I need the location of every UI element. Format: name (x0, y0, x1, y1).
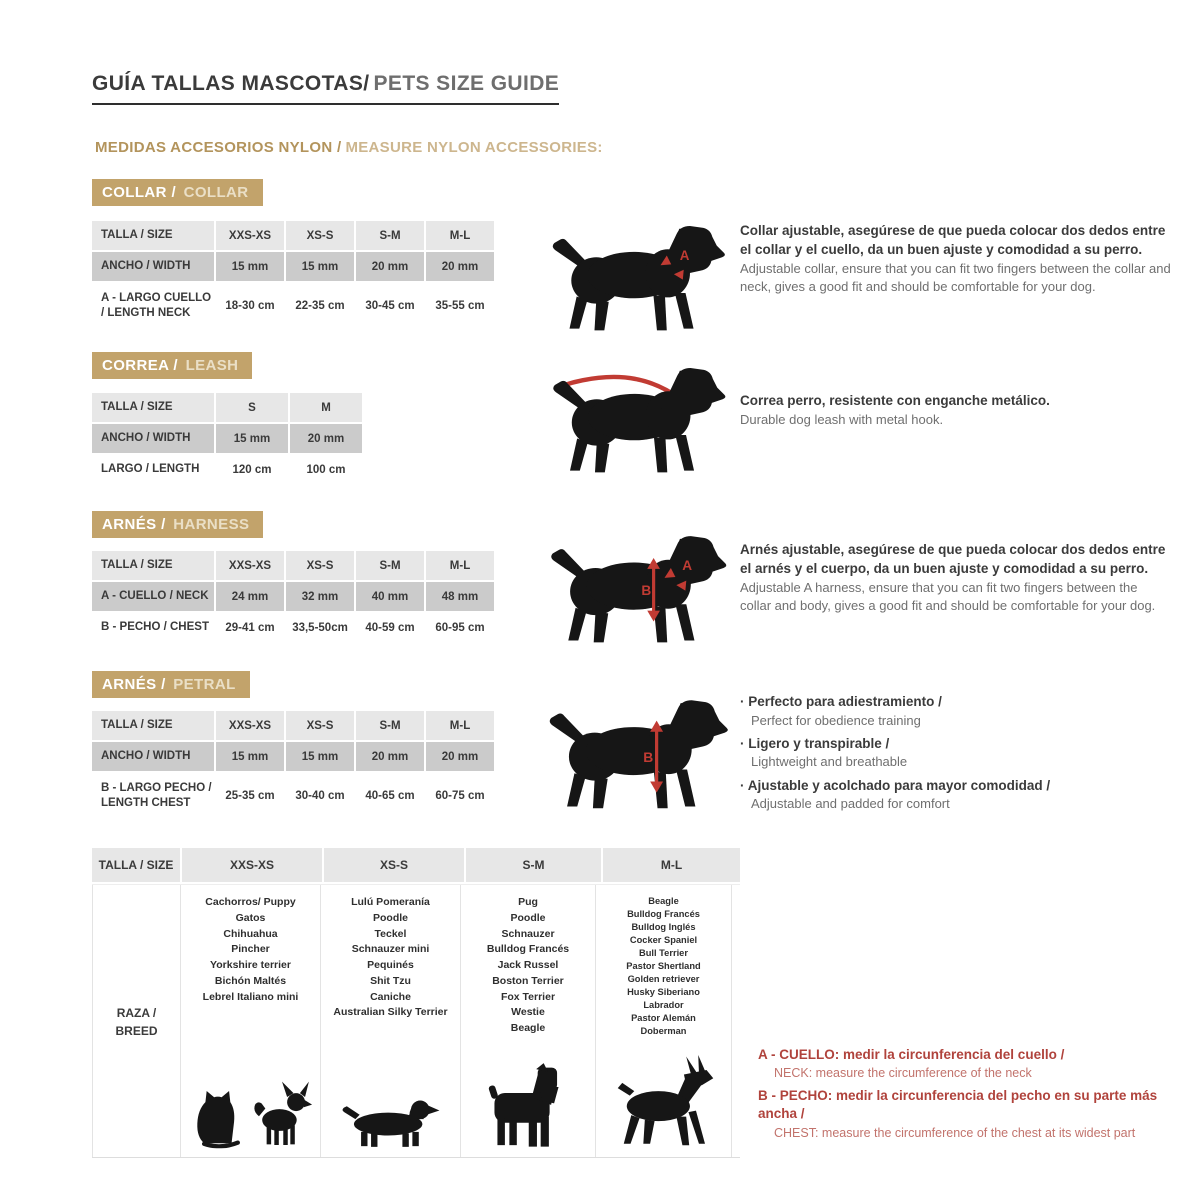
table-row (92, 551, 494, 580)
petral-dog-illustration (540, 692, 740, 812)
table-cell: 100 cm (290, 455, 362, 484)
collar-description (740, 222, 1172, 297)
breed-table-body (92, 884, 740, 1158)
table-cell: 120 cm (216, 455, 288, 484)
table-cell: 40-65 cm (356, 773, 424, 818)
svg-text:B: B (643, 749, 654, 766)
petral-features-list (740, 692, 1172, 817)
dog-silhouette (553, 368, 725, 472)
dog-silhouette (550, 700, 728, 808)
breed-item: Beagle (510, 1022, 546, 1034)
breed-item: Boston Terrier (492, 974, 564, 987)
breed-item: Doberman (640, 1026, 687, 1037)
collar-dog-illustration (540, 218, 740, 334)
collar-badge-es: COLLAR / (102, 184, 177, 201)
page-title-en: PETS SIZE GUIDE (373, 72, 560, 95)
breed-row-label (92, 885, 180, 1157)
breed-silhouettes (487, 1063, 569, 1149)
table-cell: 40 mm (356, 582, 424, 611)
table-cell: 18-30 cm (216, 283, 284, 328)
breed-item: Yorkshire terrier (210, 959, 291, 971)
leash-description-es: Correa perro, resistente con enganche metálico. (740, 393, 1050, 408)
breed-item: Australian Silky Terrier (333, 1006, 448, 1019)
note-chest-en: CHEST: measure the circumference of the chest at its widest part (774, 1125, 1136, 1140)
table-cell: 20 mm (356, 252, 424, 281)
harness-size-table (92, 551, 494, 644)
harness-description (740, 541, 1172, 616)
table-row (92, 252, 494, 281)
page-title (92, 72, 559, 105)
feature-es: · Ligero y transpirable / (740, 734, 1172, 754)
leash-description-en: Durable dog leash with metal hook. (740, 411, 944, 427)
table-cell: ANCHO / WIDTH (92, 424, 214, 453)
table-header-cell: M-L (426, 711, 494, 740)
table-header-cell: TALLA / SIZE (92, 711, 214, 740)
note-chest-es: B - PECHO: medir la circunferencia del pecho en su parte más ancha / (758, 1088, 1158, 1122)
leash-description (740, 392, 1172, 429)
doberman-silhouette (613, 1055, 715, 1149)
harness-dog-illustration (540, 528, 740, 646)
note-neck-en: NECK: measure the circumference of the neck (774, 1066, 1032, 1081)
table-row (92, 424, 362, 453)
page-subtitle-es: MEDIDAS ACCESORIOS NYLON / (95, 139, 342, 156)
table-cell: 35-55 cm (426, 283, 494, 328)
breed-row-label-line1: RAZA / (116, 1006, 157, 1020)
table-row (92, 711, 494, 740)
svg-text:A: A (679, 247, 690, 263)
table-cell: 15 mm (216, 742, 284, 771)
table-header-cell: XS-S (286, 551, 354, 580)
dog-silhouette (553, 226, 725, 330)
table-header-cell: S-M (466, 848, 601, 882)
page-title-es: GUÍA TALLAS MASCOTAS/ (92, 72, 370, 95)
table-header-cell: XS-S (286, 221, 354, 250)
breed-item: Bulldog Inglés (631, 922, 696, 933)
table-header-cell: TALLA / SIZE (92, 848, 180, 882)
table-header-cell: S-M (356, 221, 424, 250)
leash-badge-es: CORREA / (102, 357, 178, 374)
breed-item: Lulú Pomeranía (351, 896, 430, 908)
breed-list (626, 895, 700, 1038)
breed-item: Jack Russel (497, 959, 559, 971)
feature-en: Adjustable and padded for comfort (751, 796, 950, 812)
schnauzer-silhouette (487, 1063, 569, 1149)
table-cell: 15 mm (216, 424, 288, 453)
breed-silhouettes (341, 1092, 441, 1149)
table-row (92, 455, 362, 484)
breed-item: Cachorros/ Puppy (205, 896, 296, 908)
table-cell: 32 mm (286, 582, 354, 611)
table-row (92, 742, 494, 771)
table-cell: 30-45 cm (356, 283, 424, 328)
table-header-cell: S-M (356, 711, 424, 740)
feature-en: Lightweight and breathable (751, 754, 908, 770)
harness-badge-en: HARNESS (173, 516, 250, 533)
table-header-cell: XXS-XS (216, 221, 284, 250)
breed-list (333, 895, 447, 1021)
petral-badge (92, 671, 250, 698)
table-cell: 24 mm (216, 582, 284, 611)
dachshund-silhouette (341, 1092, 441, 1149)
table-cell: 15 mm (216, 252, 284, 281)
chihuahua-silhouette (250, 1077, 314, 1149)
svg-text:B: B (641, 583, 652, 599)
table-cell: 40-59 cm (356, 613, 424, 642)
breed-table-header (92, 848, 740, 882)
table-cell: 33,5-50cm (286, 613, 354, 642)
table-row (92, 393, 362, 422)
breed-item: Bulldog Francés (486, 943, 570, 956)
breed-item: Westie (511, 1006, 545, 1019)
table-cell: B - LARGO PECHO / LENGTH CHEST (92, 773, 214, 818)
breed-item: Bichón Maltés (214, 974, 287, 987)
table-cell: 20 mm (290, 424, 362, 453)
table-header-cell: XXS-XS (182, 848, 322, 882)
table-row (92, 221, 494, 250)
petral-size-table (92, 711, 494, 820)
table-row (92, 773, 494, 818)
table-cell: 29-41 cm (216, 613, 284, 642)
breed-item: Schnauzer (501, 927, 555, 940)
breed-list (487, 895, 569, 1037)
leash-badge (92, 352, 252, 379)
breed-item: Schnauzer mini (351, 943, 430, 956)
table-cell: 30-40 cm (286, 773, 354, 818)
page-subtitle (95, 139, 603, 156)
cat-silhouette (188, 1079, 244, 1149)
breed-item: Pug (518, 896, 538, 908)
harness-badge (92, 511, 263, 538)
petral-badge-en: PETRAL (173, 676, 236, 693)
table-row (92, 582, 494, 611)
breed-item: Pastor Shertland (626, 961, 701, 972)
breed-item: Bulldog Francés (627, 909, 700, 920)
harness-description-en: Adjustable A harness, ensure that you can fit two fingers between the collar and body, gives a good fit and should be comfortable for your dog. (740, 579, 1156, 614)
page-subtitle-en: MEASURE NYLON ACCESSORIES: (345, 139, 603, 156)
breed-cell-xs-s (320, 885, 460, 1157)
breed-item: Poodle (510, 911, 546, 924)
table-cell: 25-35 cm (216, 773, 284, 818)
table-header-cell: S (216, 393, 288, 422)
svg-text:A: A (682, 557, 693, 573)
table-header-cell: XXS-XS (216, 551, 284, 580)
collar-badge-en: COLLAR (183, 184, 249, 201)
feature-es: · Perfecto para adiestramiento / (740, 692, 1172, 712)
dog-silhouette (551, 536, 726, 642)
petral-badge-es: ARNÉS / (102, 676, 166, 693)
breed-item: Bull Terrier (639, 948, 688, 959)
breed-item: Fox Terrier (500, 990, 556, 1003)
table-header-cell: XXS-XS (216, 711, 284, 740)
leash-badge-en: LEASH (185, 357, 239, 374)
table-cell: ANCHO / WIDTH (92, 742, 214, 771)
breed-item: Golden retriever (627, 974, 700, 985)
feature-es: · Ajustable y acolchado para mayor comodidad / (740, 776, 1172, 796)
breed-list (203, 895, 299, 1005)
breed-cell-s-m (460, 885, 595, 1157)
breed-item: Labrador (643, 1000, 684, 1011)
breed-item: Gatos (235, 911, 266, 924)
table-cell: B - PECHO / CHEST (92, 613, 214, 642)
table-cell: 20 mm (426, 742, 494, 771)
table-header-cell: M (290, 393, 362, 422)
table-cell: A - CUELLO / NECK (92, 582, 214, 611)
breed-item: Pincher (231, 943, 270, 956)
breed-silhouettes (188, 1077, 314, 1149)
breed-item: Shit Tzu (370, 974, 411, 987)
measuring-notes (758, 1046, 1192, 1147)
breed-cell-m-l (595, 885, 732, 1157)
table-cell: A - LARGO CUELLO / LENGTH NECK (92, 283, 214, 328)
collar-size-table (92, 221, 494, 330)
collar-description-es: Collar ajustable, asegúrese de que pueda colocar dos dedos entre el collar y el cuello, da un buen ajuste y comodidad a su perro. (740, 223, 1166, 257)
harness-badge-es: ARNÉS / (102, 516, 166, 533)
leash-dog-illustration (538, 360, 743, 476)
table-cell: 15 mm (286, 742, 354, 771)
harness-description-es: Arnés ajustable, asegúrese de que pueda colocar dos dedos entre el arnés y el cuerpo, da un buen ajuste y comodidad a su perro. (740, 542, 1166, 576)
table-header-cell: M-L (426, 551, 494, 580)
table-cell: 60-75 cm (426, 773, 494, 818)
collar-badge (92, 179, 263, 206)
feature-en: Perfect for obedience training (751, 712, 921, 728)
breed-item: Teckel (374, 927, 407, 940)
table-header-cell: M-L (603, 848, 740, 882)
table-header-cell: M-L (426, 221, 494, 250)
table-cell: 22-35 cm (286, 283, 354, 328)
table-header-cell: TALLA / SIZE (92, 551, 214, 580)
breed-item: Poodle (372, 911, 408, 924)
table-header-cell: S-M (356, 551, 424, 580)
collar-description-en: Adjustable collar, ensure that you can fit two fingers between the collar and neck, gives a good fit and should be comfortable for your dog. (740, 260, 1171, 295)
table-cell: 60-95 cm (426, 613, 494, 642)
breed-row-label-line2: BREED (115, 1024, 158, 1038)
table-header-cell: XS-S (286, 711, 354, 740)
breed-item: Cocker Spaniel (629, 935, 698, 946)
breed-cell-xxs-xs (180, 885, 320, 1157)
table-cell: 20 mm (356, 742, 424, 771)
table-cell: ANCHO / WIDTH (92, 252, 214, 281)
breed-table (92, 848, 740, 1158)
table-cell: LARGO / LENGTH (92, 455, 214, 484)
breed-item: Pastor Alemán (631, 1013, 696, 1024)
table-row (92, 283, 494, 328)
breed-item: Lebrel Italiano mini (202, 990, 299, 1003)
table-header-cell: TALLA / SIZE (92, 393, 214, 422)
table-header-cell: XS-S (324, 848, 464, 882)
breed-item: Pequinés (367, 959, 414, 971)
note-neck-es: A - CUELLO: medir la circunferencia del cuello / (758, 1047, 1065, 1062)
breed-item: Beagle (648, 896, 679, 906)
table-cell: 20 mm (426, 252, 494, 281)
breed-item: Chihuahua (223, 927, 278, 940)
leash-size-table (92, 393, 362, 486)
table-row (92, 613, 494, 642)
breed-silhouettes (613, 1055, 715, 1149)
table-cell: 48 mm (426, 582, 494, 611)
table-header-cell: TALLA / SIZE (92, 221, 214, 250)
breed-item: Husky Siberiano (627, 987, 700, 998)
table-cell: 15 mm (286, 252, 354, 281)
breed-item: Caniche (370, 990, 411, 1003)
